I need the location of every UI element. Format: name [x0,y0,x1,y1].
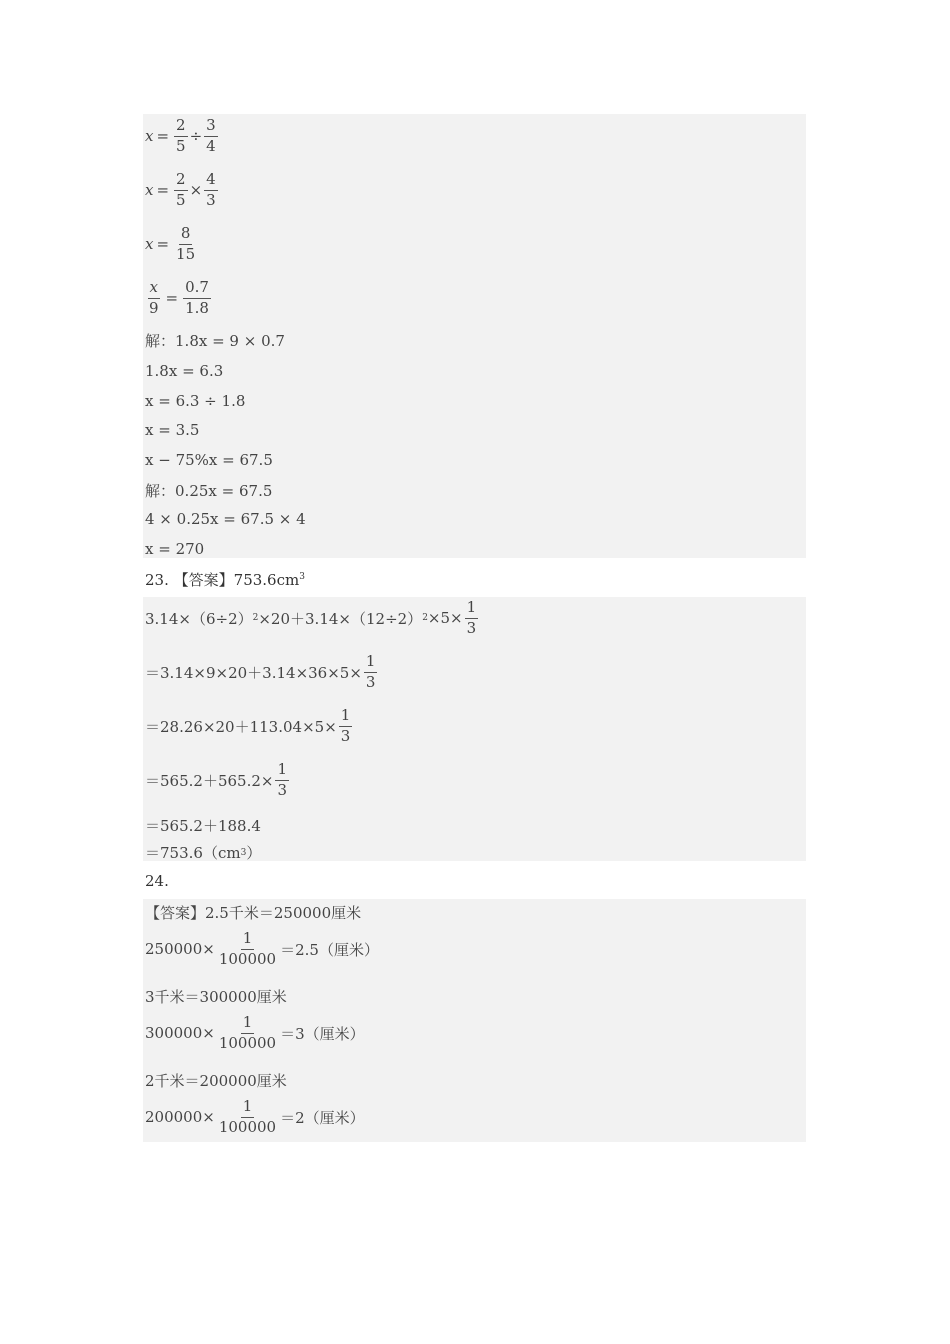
var: x [145,235,154,254]
var: x [145,127,154,146]
calc-line-4 [145,762,291,799]
denominator: 100000 [218,949,277,968]
fraction [465,600,479,637]
eq-line-12: x = 270 [145,540,205,558]
numerator: 1 [241,931,255,950]
expr-part: ＝28.26×20＋113.04×5× [145,717,337,736]
expr-part: 250000× [145,940,215,959]
expr-part: 300000× [145,1024,215,1043]
denominator: 4 [206,136,216,155]
numerator: 1 [339,708,353,727]
superscript: 2 [252,613,259,624]
expr-part: ×20＋3.14×（12÷2） [258,609,423,628]
expr-part: ＝3（厘米） [280,1024,365,1043]
operator: ÷ [189,127,203,146]
eq-line-9: x − 75%x = 67.5 [145,451,273,469]
fraction [275,762,289,799]
eq-line-8: x = 3.5 [145,421,200,439]
fraction [217,1015,278,1052]
var: x [145,181,154,200]
numerator: 2 [174,118,188,137]
eq-line-11: 4 × 0.25x = 67.5 × 4 [145,510,306,528]
fraction [339,708,353,745]
fraction [183,280,211,317]
scale-line-6 [145,1099,365,1136]
eq-line-10 [145,480,272,501]
expr-part: 200000× [145,1108,215,1127]
denominator: 5 [176,190,186,209]
fraction [147,280,161,317]
expression: 1.8x = 9 × 0.7 [175,331,285,350]
calc-line-3 [145,708,354,745]
expr-part: ×5× [427,609,463,628]
numerator: 2 [174,172,188,191]
eq-line-2 [145,172,220,209]
superscript: 2 [422,613,428,624]
fraction [217,931,278,968]
denominator: 3 [365,672,376,691]
denominator: 5 [176,136,186,155]
numerator: 1 [275,762,289,781]
denominator: 3 [466,618,477,637]
solve-label: 解： [145,482,176,500]
solution-block-23 [143,597,806,861]
answer-value: 753.6cm [233,571,300,589]
eq-sign: = [156,181,170,200]
scale-line-5: 2千米＝200000厘米 [145,1072,287,1090]
eq-line-3 [145,226,199,263]
solution-block-24 [143,899,806,1142]
answer-label: 【答案】 [173,571,234,589]
denominator: 1.8 [185,298,209,317]
denominator: 3 [206,190,216,209]
question-number: 23. [145,571,169,589]
numerator: 1 [241,1015,255,1034]
denominator: 9 [149,298,159,317]
calc-line-5: ＝565.2＋188.4 [145,817,261,835]
superscript: 3 [240,847,247,858]
denominator: 15 [176,244,196,263]
scale-line-2 [145,931,379,968]
superscript: 3 [299,572,305,582]
scale-line-1: 【答案】2.5千米＝250000厘米 [145,904,362,922]
calc-line-2 [145,654,379,691]
fraction [204,118,218,155]
expr-part: ＝565.2＋565.2× [145,771,274,790]
fraction [217,1099,278,1136]
expr-part: ＝3.14×9×20＋3.14×36×5× [145,663,362,682]
denominator: 3 [277,780,287,799]
numerator: 1 [465,600,479,619]
scale-line-3: 3千米＝300000厘米 [145,988,287,1006]
expr-part: 3.14×（6÷2） [145,609,253,628]
expr-part: ） [246,844,262,862]
eq-line-4 [145,280,213,317]
eq-line-7: x = 6.3 ÷ 1.8 [145,392,246,410]
operator: × [189,181,203,200]
solution-block-22 [143,114,806,558]
solve-label: 解： [145,332,176,350]
eq-sign: = [165,289,179,308]
denominator: 100000 [218,1033,277,1052]
expr-part: ＝2.5（厘米） [280,940,379,959]
numerator: 3 [204,118,218,137]
question-24-number: 24. [145,872,169,890]
fraction [174,226,197,263]
question-23-answer [145,569,305,590]
fraction [204,172,218,209]
expression: 0.25x = 67.5 [175,481,273,500]
numerator: 4 [204,172,218,191]
eq-sign: = [156,235,170,254]
calc-line-1 [145,600,480,637]
numerator: 8 [179,226,193,245]
denominator: 100000 [218,1117,277,1136]
numerator: 0.7 [183,280,211,299]
calc-line-6 [145,842,261,863]
eq-line-5 [145,330,285,351]
expr-part: ＝753.6（cm [145,844,241,862]
numerator: 1 [241,1099,255,1118]
numerator: x [148,280,160,299]
denominator: 3 [340,726,351,745]
eq-line-1 [145,118,220,155]
fraction [174,172,188,209]
eq-line-6: 1.8x = 6.3 [145,362,224,380]
scale-line-4 [145,1015,365,1052]
fraction [174,118,188,155]
numerator: 1 [364,654,378,673]
expr-part: ＝2（厘米） [280,1108,365,1127]
eq-sign: = [156,127,170,146]
fraction [364,654,378,691]
